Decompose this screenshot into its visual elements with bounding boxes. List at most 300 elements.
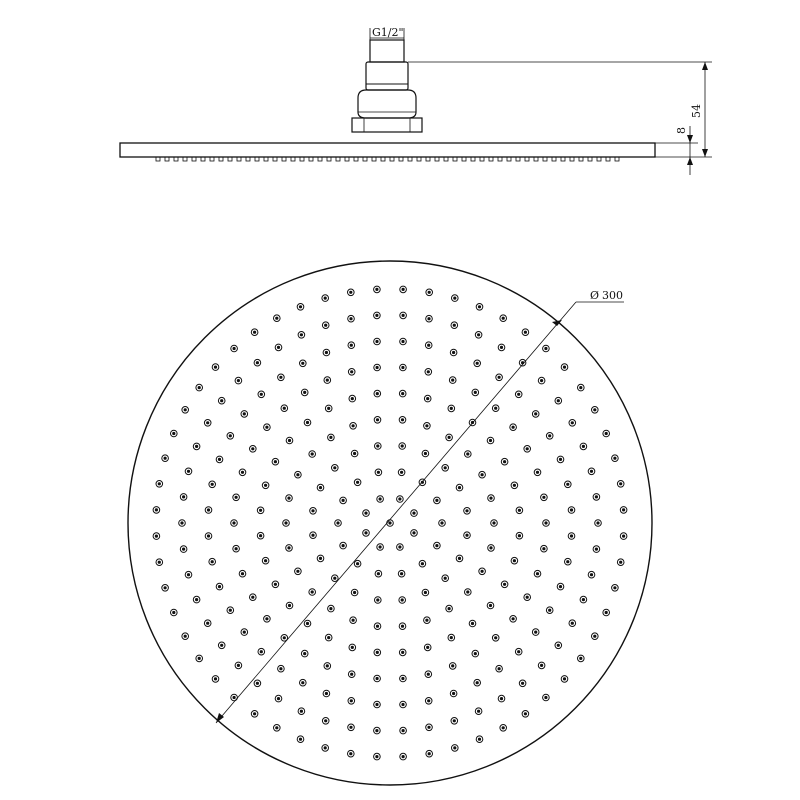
nozzle-center [450, 636, 453, 639]
nozzle-center [319, 557, 322, 560]
nozzle-center [311, 590, 314, 593]
shower-plate-side [120, 143, 655, 157]
nozzle-center [548, 609, 551, 612]
nozzle-center [494, 636, 497, 639]
nozzle-center [251, 447, 254, 450]
nozzle-center [613, 586, 616, 589]
nozzle-center [333, 577, 336, 580]
nozzle-center [402, 729, 405, 732]
nozzle-center [571, 421, 574, 424]
nozzle-center [474, 391, 477, 394]
nozzle-center [521, 682, 524, 685]
nozzle-center [299, 305, 302, 308]
nozzle-center [214, 366, 217, 369]
nozzle-center [388, 521, 391, 524]
nozzle-center [232, 521, 235, 524]
thread-connector [370, 40, 404, 62]
nozzle-center [350, 699, 353, 702]
nozzle-center [605, 432, 608, 435]
nozzle-center [277, 697, 280, 700]
nozzle-center [435, 544, 438, 547]
nozzle-center [402, 755, 405, 758]
nozzle-center [377, 572, 380, 575]
nozzle-center [595, 548, 598, 551]
nozzle-center [426, 397, 429, 400]
nozzle-center [220, 644, 223, 647]
nozzle-center [155, 535, 158, 538]
top-view [128, 261, 652, 785]
nozzle-center [172, 611, 175, 614]
nozzle-center [243, 412, 246, 415]
nozzle-center [311, 509, 314, 512]
nozzle-center [540, 379, 543, 382]
nozzle-center [500, 697, 503, 700]
nozzle-center [206, 622, 209, 625]
height-label: 54 [690, 104, 703, 118]
nozzle-center [622, 508, 625, 511]
nozzle-center [477, 333, 480, 336]
nozzle-center [548, 434, 551, 437]
nozzle-center [401, 444, 404, 447]
nozzle-center [401, 366, 404, 369]
nozzle-center [324, 746, 327, 749]
nozzle-center [220, 399, 223, 402]
nozzle-center [478, 305, 481, 308]
nozzle-center [206, 421, 209, 424]
nozzle-center [563, 677, 566, 680]
nozzle-center [427, 673, 430, 676]
nozzle-center [503, 460, 506, 463]
nozzle-center [401, 340, 404, 343]
nozzle-center [376, 677, 379, 680]
nozzle-center [376, 625, 379, 628]
nozzle-center [264, 559, 267, 562]
nozzle-center [402, 288, 405, 291]
nozzle-center [412, 511, 415, 514]
nozzle-center [526, 447, 529, 450]
nozzle-center [324, 324, 327, 327]
nozzle-center [571, 622, 574, 625]
nozzle-center [375, 288, 378, 291]
nozzle-center [401, 677, 404, 680]
nozzle-center [451, 664, 454, 667]
nozzle-center [172, 432, 175, 435]
nozzle-center [158, 561, 161, 564]
nozzle-center [466, 590, 469, 593]
nozzle-center [342, 544, 345, 547]
nozzle-center [326, 379, 329, 382]
nozzle-center [356, 481, 359, 484]
nozzle-center [299, 738, 302, 741]
nozzle-center [544, 696, 547, 699]
nozzle-center [274, 460, 277, 463]
nozzle-center [311, 534, 314, 537]
thickness-label: 8 [675, 127, 688, 134]
nozzle-center [350, 344, 353, 347]
nozzle-center [182, 495, 185, 498]
nozzle-center [477, 710, 480, 713]
nozzle-center [570, 508, 573, 511]
nozzle-center [235, 496, 238, 499]
nozzle-center [458, 557, 461, 560]
nozzle-center [453, 297, 456, 300]
nozzle-center [542, 496, 545, 499]
nozzle-center [377, 471, 380, 474]
nozzle-center [590, 470, 593, 473]
nozzle-center [444, 466, 447, 469]
nozzle-center [324, 297, 327, 300]
nozzle-center [329, 607, 332, 610]
nozzle-center [301, 681, 304, 684]
nozzle-center [466, 452, 469, 455]
side-view [120, 26, 712, 175]
nozzle-center [351, 397, 354, 400]
nozzle-center [517, 650, 520, 653]
nozzle-center [187, 470, 190, 473]
nozzle-center [233, 347, 236, 350]
nozzle-center [593, 635, 596, 638]
nozzle-center [478, 738, 481, 741]
nozzle-center [534, 412, 537, 415]
nozzle-center [265, 617, 268, 620]
nozzle-center [296, 570, 299, 573]
nozzle-center [481, 570, 484, 573]
nozzle-center [243, 631, 246, 634]
nozzle-center [229, 434, 232, 437]
diameter-symbol: Ø [590, 289, 600, 302]
nozzle-center [207, 508, 210, 511]
nozzle-center [375, 314, 378, 317]
nozzle-center [481, 473, 484, 476]
nozzle-center [513, 484, 516, 487]
nozzle-center [184, 408, 187, 411]
nozzle-center [511, 617, 514, 620]
nozzle-center [325, 351, 328, 354]
nozzle-center [376, 444, 379, 447]
nozzle-center [259, 509, 262, 512]
nozzle-center [284, 521, 287, 524]
nozzle-center [593, 408, 596, 411]
nozzle-center [534, 631, 537, 634]
nozzle-center [559, 585, 562, 588]
nozzle-center [376, 392, 379, 395]
nozzle-center [376, 418, 379, 421]
nozzle-center [502, 317, 505, 320]
nozzle-center [401, 392, 404, 395]
nozzle-center [448, 607, 451, 610]
nozzle-center [427, 344, 430, 347]
nozzle-center [301, 362, 304, 365]
nozzle-center [524, 712, 527, 715]
nozzle-center [264, 484, 267, 487]
nozzle-center [605, 611, 608, 614]
nozzle-center [421, 562, 424, 565]
nozzle-center [425, 619, 428, 622]
nozzle-center [502, 726, 505, 729]
nozzle-center [229, 609, 232, 612]
lock-nut [352, 118, 422, 132]
thickness-arrow-top [687, 135, 693, 143]
nozzle-center [400, 471, 403, 474]
nozzle-center [303, 652, 306, 655]
nozzle-center [265, 426, 268, 429]
nozzle-center [349, 726, 352, 729]
nozzle-center [326, 664, 329, 667]
nozzle-center [595, 495, 598, 498]
nozzle-center [398, 497, 401, 500]
nozzle-center [306, 622, 309, 625]
nozzle-center [164, 457, 167, 460]
nozzle-center [251, 596, 254, 599]
nozzle-center [184, 635, 187, 638]
nozzle-center [325, 692, 328, 695]
nozzle-center [489, 497, 492, 500]
nozzle-center [579, 386, 582, 389]
nozzle-center [412, 531, 415, 534]
nozzle-center [542, 547, 545, 550]
nozzle-center [180, 521, 183, 524]
swivel-nut [366, 62, 408, 90]
nozzle-center [398, 545, 401, 548]
nozzle-center [566, 483, 569, 486]
nozzle-center [428, 291, 431, 294]
nozzle-center [349, 752, 352, 755]
nozzle-center [296, 473, 299, 476]
nozzle-center [503, 583, 506, 586]
nozzle-center [283, 407, 286, 410]
nozzle-center [324, 719, 327, 722]
nozzle-center [452, 692, 455, 695]
nozzle-center [352, 424, 355, 427]
nozzle-center [303, 391, 306, 394]
nozzle-center [164, 586, 167, 589]
nozzle-center [260, 650, 263, 653]
nozzle-center [214, 677, 217, 680]
nozzle-center [582, 445, 585, 448]
nozzle-center [489, 604, 492, 607]
thread-label: G1/2" [372, 26, 404, 39]
nozzle-center [283, 636, 286, 639]
nozzle-center [426, 646, 429, 649]
nozzle-center [158, 482, 161, 485]
nozzle-center [557, 644, 560, 647]
nozzle-center [427, 726, 430, 729]
nozzle-center [352, 619, 355, 622]
nozzle-center [279, 376, 282, 379]
nozzle-center [350, 673, 353, 676]
nozzle-center [557, 399, 560, 402]
nozzle-center [453, 746, 456, 749]
nozzle-center [287, 546, 290, 549]
nozzle-center [619, 482, 622, 485]
nozzle-center [356, 562, 359, 565]
nozzle-center [566, 560, 569, 563]
nozzle-center [198, 657, 201, 660]
nozzle-center [544, 347, 547, 350]
nozzle-center [570, 534, 573, 537]
nozzle-center [476, 362, 479, 365]
diameter-label: 300 [602, 289, 623, 302]
nozzle-center [513, 559, 516, 562]
nozzle-center [401, 418, 404, 421]
nozzle-center [233, 696, 236, 699]
nozzle-center [182, 548, 185, 551]
nozzle-center [275, 317, 278, 320]
nozzle-center [364, 511, 367, 514]
nozzle-center [288, 604, 291, 607]
nozzle-center [327, 636, 330, 639]
nozzle-center [465, 509, 468, 512]
nozzle-center [237, 664, 240, 667]
nozzle-center [526, 596, 529, 599]
nozzle-center [253, 712, 256, 715]
nozzle-center [187, 573, 190, 576]
nozzle-center [218, 458, 221, 461]
nozzle-center [582, 598, 585, 601]
nozzle-center [275, 726, 278, 729]
nozzle-center [458, 486, 461, 489]
nozzle-center [474, 652, 477, 655]
nozzle-center [453, 719, 456, 722]
nozzle-center [274, 583, 277, 586]
nozzle-center [300, 333, 303, 336]
nozzle-field [153, 286, 627, 760]
nozzle-center [524, 331, 527, 334]
ball-joint [358, 90, 416, 118]
nozzle-center [375, 703, 378, 706]
nozzle-center [207, 534, 210, 537]
nozzle-center [379, 545, 382, 548]
nozzle-center [353, 591, 356, 594]
nozzle-center [427, 699, 430, 702]
nozzle-center [241, 572, 244, 575]
nozzle-center [311, 452, 314, 455]
nozzle-center [498, 376, 501, 379]
nozzle-center [444, 577, 447, 580]
nozzle-center [155, 508, 158, 511]
thickness-arrow-bottom [687, 157, 693, 165]
nozzle-center [596, 521, 599, 524]
nozzle-center [518, 534, 521, 537]
nozzle-center [435, 499, 438, 502]
nozzle-center [448, 436, 451, 439]
nozzle-center [400, 572, 403, 575]
nozzle-center [300, 710, 303, 713]
nozzle-center [428, 752, 431, 755]
nozzle-center [349, 317, 352, 320]
nozzle-center [559, 458, 562, 461]
nozzle-center [277, 346, 280, 349]
nozzle-center [476, 681, 479, 684]
nozzle-center [500, 346, 503, 349]
nozzle-center [563, 366, 566, 369]
nozzle-center [579, 657, 582, 660]
nozzle-center [622, 535, 625, 538]
nozzle-center [450, 407, 453, 410]
nozzle-center [427, 317, 430, 320]
nozzle-center [401, 651, 404, 654]
nozzle-center [465, 534, 468, 537]
nozzle-center [306, 421, 309, 424]
nozzle-center [241, 471, 244, 474]
nozzle-center [379, 497, 382, 500]
nozzle-center [498, 667, 501, 670]
nozzle-center [235, 547, 238, 550]
nozzle-center [471, 622, 474, 625]
nozzle-center [218, 585, 221, 588]
nozzle-center [259, 534, 262, 537]
nozzle-center [401, 625, 404, 628]
nozzle-center [211, 560, 214, 563]
nozzle-center [211, 483, 214, 486]
nozzle-center [613, 457, 616, 460]
nozzle-center [401, 598, 404, 601]
nozzle-center [342, 499, 345, 502]
nozzle-center [489, 439, 492, 442]
nozzle-center [375, 729, 378, 732]
nozzle-center [590, 573, 593, 576]
nozzle-center [351, 646, 354, 649]
nozzle-center [376, 598, 379, 601]
nozzle-center [375, 340, 378, 343]
height-arrow-bottom [702, 149, 708, 157]
nozzle-center [256, 682, 259, 685]
nozzle-center [536, 572, 539, 575]
nozzle-center [327, 407, 330, 410]
nozzle-center [376, 366, 379, 369]
height-arrow-top [702, 62, 708, 70]
nozzle-center [349, 291, 352, 294]
nozzle-center [540, 664, 543, 667]
nozzle-center [494, 407, 497, 410]
nozzle-center [237, 379, 240, 382]
nozzle-center [518, 509, 521, 512]
nozzle-center [401, 703, 404, 706]
nozzle-center [517, 393, 520, 396]
nozzle-center [375, 755, 378, 758]
nozzle-center [492, 521, 495, 524]
nozzle-center [279, 667, 282, 670]
nozzle-center [256, 361, 259, 364]
nozzle-center [511, 426, 514, 429]
nozzle-center [195, 598, 198, 601]
nozzle-center [427, 370, 430, 373]
nozzle-center [333, 466, 336, 469]
nozzle-center [402, 314, 405, 317]
nozzle-center [425, 424, 428, 427]
nozzle-center [544, 521, 547, 524]
nozzle-center [288, 439, 291, 442]
nozzle-center [451, 379, 454, 382]
nozzle-center [329, 436, 332, 439]
nozzle-center [376, 651, 379, 654]
nozzle-center [336, 521, 339, 524]
nozzle-center [195, 445, 198, 448]
nozzle-center [440, 521, 443, 524]
nozzle-center [350, 370, 353, 373]
nozzle-center [453, 324, 456, 327]
nozzle-center [489, 546, 492, 549]
nozzle-center [424, 591, 427, 594]
nozzle-center [424, 452, 427, 455]
nozzle-center [287, 497, 290, 500]
nozzle-center [619, 561, 622, 564]
nozzle-center [253, 331, 256, 334]
nozzle-center [364, 531, 367, 534]
nozzle-center [198, 386, 201, 389]
nozzle-center [353, 452, 356, 455]
nozzle-center [536, 471, 539, 474]
